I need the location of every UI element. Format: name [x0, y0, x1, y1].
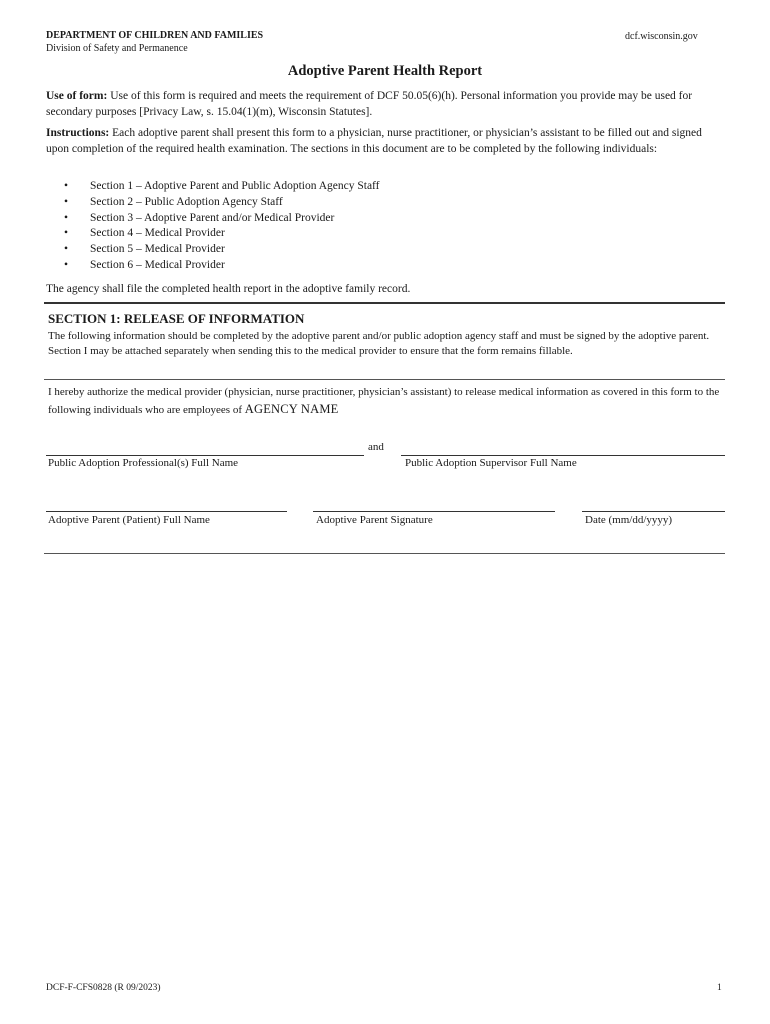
authorization-text	[48, 384, 724, 419]
instructions-paragraph	[46, 125, 722, 157]
authorization-statement: I hereby authorize the medical provider (physician, nurse practitioner, physician’s assistant) to release medical information as covered in this form to the following individuals who are employees of	[48, 386, 720, 416]
bullet-icon: •	[64, 195, 69, 208]
agency-file-note: The agency shall file the completed health report in the adoptive family record.	[46, 283, 411, 295]
department-name: DEPARTMENT OF CHILDREN AND FAMILIES	[46, 30, 264, 41]
instructions-label: Instructions:	[46, 127, 110, 139]
bullet-icon: •	[64, 227, 69, 240]
list-item: • Section 4 – Medical Provider	[64, 226, 380, 242]
instructions-text: Each adoptive parent shall present this form to a physician, nurse practitioner, or physician’s assistant to be filled out and signed upon completion of the required health examination. The sections in this document are to be completed by the following individuals:	[46, 127, 702, 155]
professional-name-input[interactable]	[46, 455, 364, 456]
section-end-divider	[44, 553, 725, 554]
section1-intro: The following information should be completed by the adoptive parent and/or public adoption agency staff and must be signed by the adoptive parent. Section I may be attached separately when sending this to the medical provider to ensure that the form remains fillable.	[48, 330, 710, 357]
supervisor-name-input[interactable]	[401, 455, 725, 456]
page-title: Adoptive Parent Health Report	[287, 63, 483, 79]
list-item: • Section 3 – Adoptive Parent and/or Medical Provider	[64, 211, 380, 227]
signature-input[interactable]	[313, 511, 555, 512]
page-number: 1	[717, 983, 722, 993]
patient-name-input[interactable]	[46, 511, 287, 512]
sections-list	[64, 179, 380, 274]
use-of-form-text: Use of this form is required and meets the requirement of DCF 50.05(6)(h). Personal information you provide may be used for secondary purposes [Privacy Law, s. 15.04(1)(m), Wisconsin Statutes].	[46, 90, 693, 118]
and-text: and	[368, 441, 384, 453]
professional-name-label: Public Adoption Professional(s) Full Name	[48, 457, 239, 469]
website-text: dcf.wisconsin.gov	[625, 31, 698, 42]
list-item: • Section 6 – Medical Provider	[64, 258, 380, 274]
list-item: • Section 1 – Adoptive Parent and Public Adoption Agency Staff	[64, 179, 380, 195]
form-number: DCF-F-CFS0828 (R 09/2023)	[46, 983, 161, 993]
signature-label: Adoptive Parent Signature	[316, 514, 433, 526]
section1-title: SECTION 1: RELEASE OF INFORMATION	[48, 311, 305, 326]
bullet-icon: •	[64, 180, 69, 192]
date-input[interactable]	[582, 511, 725, 512]
bullet-icon: •	[64, 243, 69, 256]
supervisor-name-label: Public Adoption Supervisor Full Name	[405, 457, 577, 469]
bullet-icon: •	[64, 211, 69, 224]
use-of-form-label: Use of form:	[46, 90, 108, 102]
list-item: • Section 5 – Medical Provider	[64, 242, 380, 258]
division-name: Division of Safety and Permanence	[46, 43, 188, 54]
section-divider	[44, 302, 725, 304]
agency-name-field[interactable]: AGENCY NAME	[244, 402, 339, 416]
use-of-form-paragraph	[46, 88, 722, 120]
patient-name-label: Adoptive Parent (Patient) Full Name	[48, 514, 210, 526]
bullet-icon: •	[64, 258, 69, 271]
date-label: Date (mm/dd/yyyy)	[585, 514, 673, 526]
list-item: • Section 2 – Public Adoption Agency Staff	[64, 195, 380, 211]
divider	[44, 379, 725, 380]
